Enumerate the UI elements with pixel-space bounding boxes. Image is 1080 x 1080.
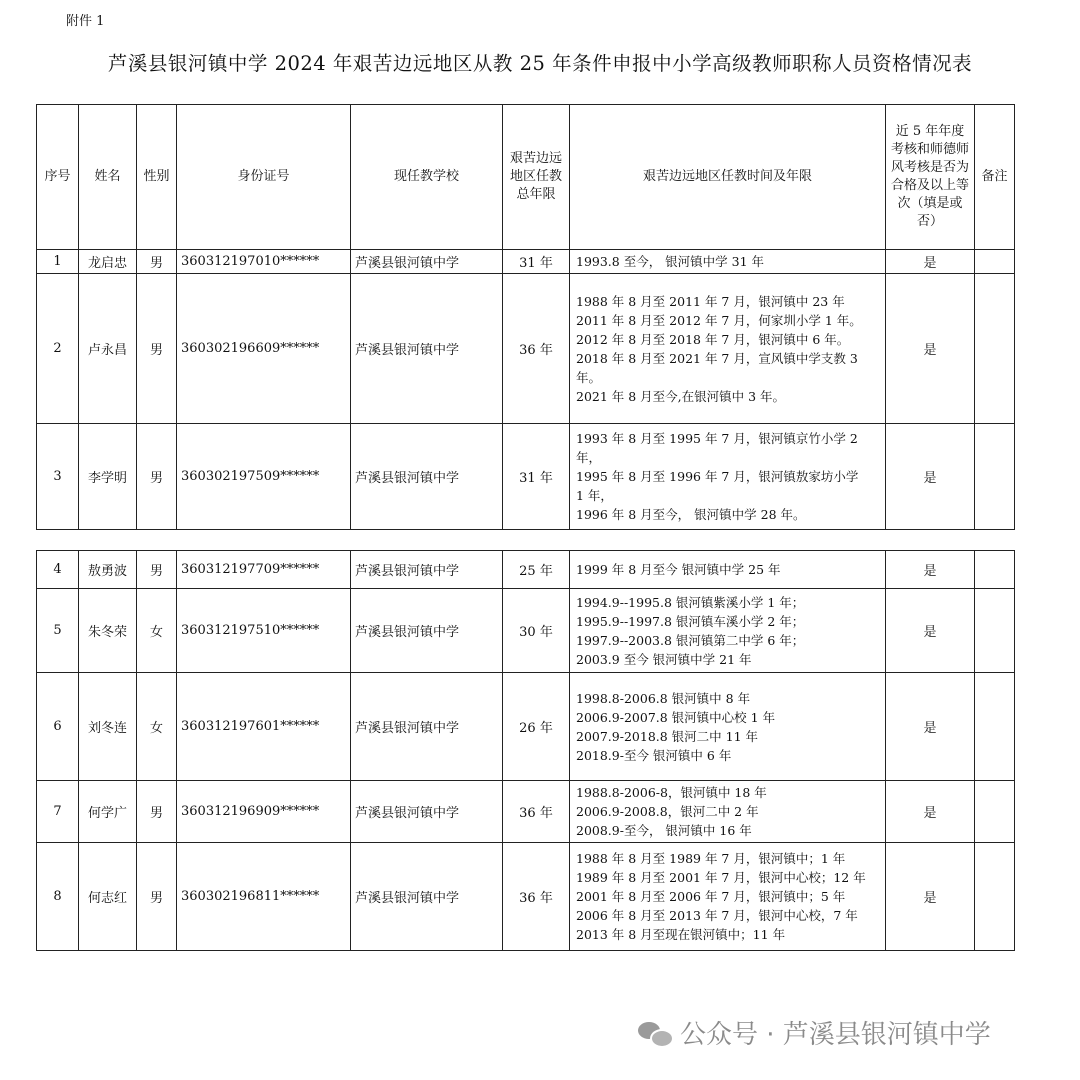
period-line: 年， xyxy=(576,450,602,465)
header-note: 备注 xyxy=(975,105,1015,250)
cell-gender: 男 xyxy=(137,424,177,530)
cell-no: 4 xyxy=(37,551,79,589)
cell-school: 芦溪县银河镇中学 xyxy=(351,274,503,424)
period-line: 2006.9-2007.8 银河镇中心校 1 年 xyxy=(576,709,776,725)
header-assess: 近 5 年年度考核和师德师风考核是否为合格及以上等次（填是或否） xyxy=(886,105,975,250)
cell-no: 6 xyxy=(37,673,79,781)
attachment-label: 附件 1 xyxy=(66,14,105,29)
cell-note xyxy=(975,424,1015,530)
table-row xyxy=(37,551,1015,589)
cell-no: 5 xyxy=(37,589,79,673)
cell-note xyxy=(975,551,1015,589)
cell-years: 25 年 xyxy=(503,551,570,589)
cell-years: 31 年 xyxy=(503,424,570,530)
header-id: 身份证号 xyxy=(177,105,351,250)
period-line: 2021 年 8 月至今,在银河镇中 3 年。 xyxy=(576,388,786,404)
period-line: 1993 年 8 月至 1995 年 7 月，银河镇京竹小学 2 xyxy=(576,431,858,446)
period-line: 年。 xyxy=(576,369,602,385)
period-line: 1996 年 8 月至今， 银河镇中学 28 年。 xyxy=(576,507,806,522)
cell-gender: 男 xyxy=(137,274,177,424)
cell-id: 360312196909****** xyxy=(177,781,351,843)
cell-school: 芦溪县银河镇中学 xyxy=(351,589,503,673)
cell-name: 何学广 xyxy=(79,781,137,843)
period-line: 2007.9-2018.8 银河二中 11 年 xyxy=(576,728,759,744)
period-line: 1999 年 8 月至今 银河镇中学 25 年 xyxy=(576,562,781,577)
cell-no: 3 xyxy=(37,424,79,530)
cell-years: 36 年 xyxy=(503,781,570,843)
cell-assess: 是 xyxy=(886,589,975,673)
table-row xyxy=(37,274,1015,424)
period-line: 2006 年 8 月至 2013 年 7 月，银河中心校，7 年 xyxy=(576,908,858,923)
cell-note xyxy=(975,589,1015,673)
cell-school: 芦溪县银河镇中学 xyxy=(351,250,503,274)
cell-assess: 是 xyxy=(886,551,975,589)
cell-period xyxy=(570,673,886,781)
period-line: 1988 年 8 月至 1989 年 7 月，银河镇中；1 年 xyxy=(576,851,846,866)
cell-period xyxy=(570,250,886,274)
header-school: 现任教学校 xyxy=(351,105,503,250)
cell-period xyxy=(570,589,886,673)
cell-id: 360312197601****** xyxy=(177,673,351,781)
period-line: 2013 年 8 月至现在银河镇中；11 年 xyxy=(576,927,786,942)
cell-name: 朱冬荣 xyxy=(79,589,137,673)
period-line: 2018 年 8 月至 2021 年 7 月，宣风镇中学支教 3 xyxy=(576,350,858,366)
cell-period xyxy=(570,274,886,424)
period-line: 1994.9--1995.8 银河镇紫溪小学 1 年； xyxy=(576,594,805,610)
table-row xyxy=(37,589,1015,673)
cell-name: 卢永昌 xyxy=(79,274,137,424)
table-row xyxy=(37,424,1015,530)
cell-assess: 是 xyxy=(886,424,975,530)
period-line: 2008.9-至今， 银河镇中 16 年 xyxy=(576,823,752,838)
period-line: 1988.8-2006-8，银河镇中 18 年 xyxy=(576,785,767,800)
cell-school: 芦溪县银河镇中学 xyxy=(351,673,503,781)
header-no: 序号 xyxy=(37,105,79,250)
cell-gender: 男 xyxy=(137,781,177,843)
period-line: 1995 年 8 月至 1996 年 7 月，银河镇敖家坊小学 xyxy=(576,469,859,484)
cell-assess: 是 xyxy=(886,843,975,951)
cell-gender: 男 xyxy=(137,250,177,274)
header-name: 姓名 xyxy=(79,105,137,250)
cell-period xyxy=(570,843,886,951)
cell-note xyxy=(975,673,1015,781)
period-line: 1998.8-2006.8 银河镇中 8 年 xyxy=(576,690,751,706)
cell-id: 360312197010****** xyxy=(177,250,351,274)
header-period: 艰苦边远地区任教时间及年限 xyxy=(570,105,886,250)
cell-years: 36 年 xyxy=(503,274,570,424)
cell-note xyxy=(975,843,1015,951)
period-line: 2012 年 8 月至 2018 年 7 月，银河镇中 6 年。 xyxy=(576,331,850,347)
period-line: 2011 年 8 月至 2012 年 7 月，何家圳小学 1 年。 xyxy=(576,312,862,328)
cell-assess: 是 xyxy=(886,673,975,781)
cell-gender: 女 xyxy=(137,673,177,781)
document-title: 芦溪县银河镇中学 2024 年艰苦边远地区从教 25 年条件申报中小学高级教师职称人员资格情况表 xyxy=(107,52,973,75)
period-line: 1997.9--2003.8 银河镇第二中学 6 年； xyxy=(576,632,805,648)
cell-years: 26 年 xyxy=(503,673,570,781)
cell-id: 360302197509****** xyxy=(177,424,351,530)
period-line: 1993.8 至今， 银河镇中学 31 年 xyxy=(576,254,765,269)
watermark xyxy=(638,1014,991,1051)
cell-id: 360312197510****** xyxy=(177,589,351,673)
period-line: 2001 年 8 月至 2006 年 7 月，银河镇中；5 年 xyxy=(576,889,846,904)
period-line: 2006.9-2008.8，银河二中 2 年 xyxy=(576,804,759,819)
period-line: 1989 年 8 月至 2001 年 7 月，银河中心校；12 年 xyxy=(576,870,866,885)
cell-name: 李学明 xyxy=(79,424,137,530)
cell-name: 敖勇波 xyxy=(79,551,137,589)
period-line: 1988 年 8 月至 2011 年 7 月，银河镇中 23 年 xyxy=(576,293,845,309)
cell-no: 1 xyxy=(37,250,79,274)
cell-no: 7 xyxy=(37,781,79,843)
table-row xyxy=(37,781,1015,843)
cell-school: 芦溪县银河镇中学 xyxy=(351,424,503,530)
watermark-text: 公众号 · 芦溪县银河镇中学 xyxy=(680,1020,991,1050)
table-row xyxy=(37,250,1015,274)
table-row xyxy=(37,843,1015,951)
cell-years: 36 年 xyxy=(503,843,570,951)
table-row xyxy=(37,673,1015,781)
cell-years: 31 年 xyxy=(503,250,570,274)
header-row xyxy=(37,105,1015,250)
header-years: 艰苦边远地区任教总年限 xyxy=(503,105,570,250)
cell-period xyxy=(570,424,886,530)
cell-id: 360302196609****** xyxy=(177,274,351,424)
wechat-icon xyxy=(638,1020,672,1046)
header-gender: 性别 xyxy=(137,105,177,250)
cell-period xyxy=(570,551,886,589)
cell-gender: 男 xyxy=(137,843,177,951)
cell-id: 360312197709****** xyxy=(177,551,351,589)
period-line: 1 年， xyxy=(576,488,613,503)
table-part-1 xyxy=(36,104,1015,530)
cell-note xyxy=(975,274,1015,424)
period-line: 1995.9--1997.8 银河镇车溪小学 2 年； xyxy=(576,613,805,629)
cell-no: 8 xyxy=(37,843,79,951)
cell-note xyxy=(975,250,1015,274)
cell-school: 芦溪县银河镇中学 xyxy=(351,843,503,951)
cell-years: 30 年 xyxy=(503,589,570,673)
cell-assess: 是 xyxy=(886,781,975,843)
cell-assess: 是 xyxy=(886,274,975,424)
period-line: 2003.9 至今 银河镇中学 21 年 xyxy=(576,651,752,667)
cell-note xyxy=(975,781,1015,843)
period-line: 2018.9-至今 银河镇中 6 年 xyxy=(576,747,732,763)
cell-gender: 男 xyxy=(137,551,177,589)
cell-assess: 是 xyxy=(886,250,975,274)
table-part-2 xyxy=(36,550,1015,951)
cell-period xyxy=(570,781,886,843)
cell-school: 芦溪县银河镇中学 xyxy=(351,551,503,589)
cell-no: 2 xyxy=(37,274,79,424)
cell-school: 芦溪县银河镇中学 xyxy=(351,781,503,843)
cell-gender: 女 xyxy=(137,589,177,673)
cell-name: 何志红 xyxy=(79,843,137,951)
cell-name: 龙启忠 xyxy=(79,250,137,274)
cell-name: 刘冬连 xyxy=(79,673,137,781)
cell-id: 360302196811****** xyxy=(177,843,351,951)
